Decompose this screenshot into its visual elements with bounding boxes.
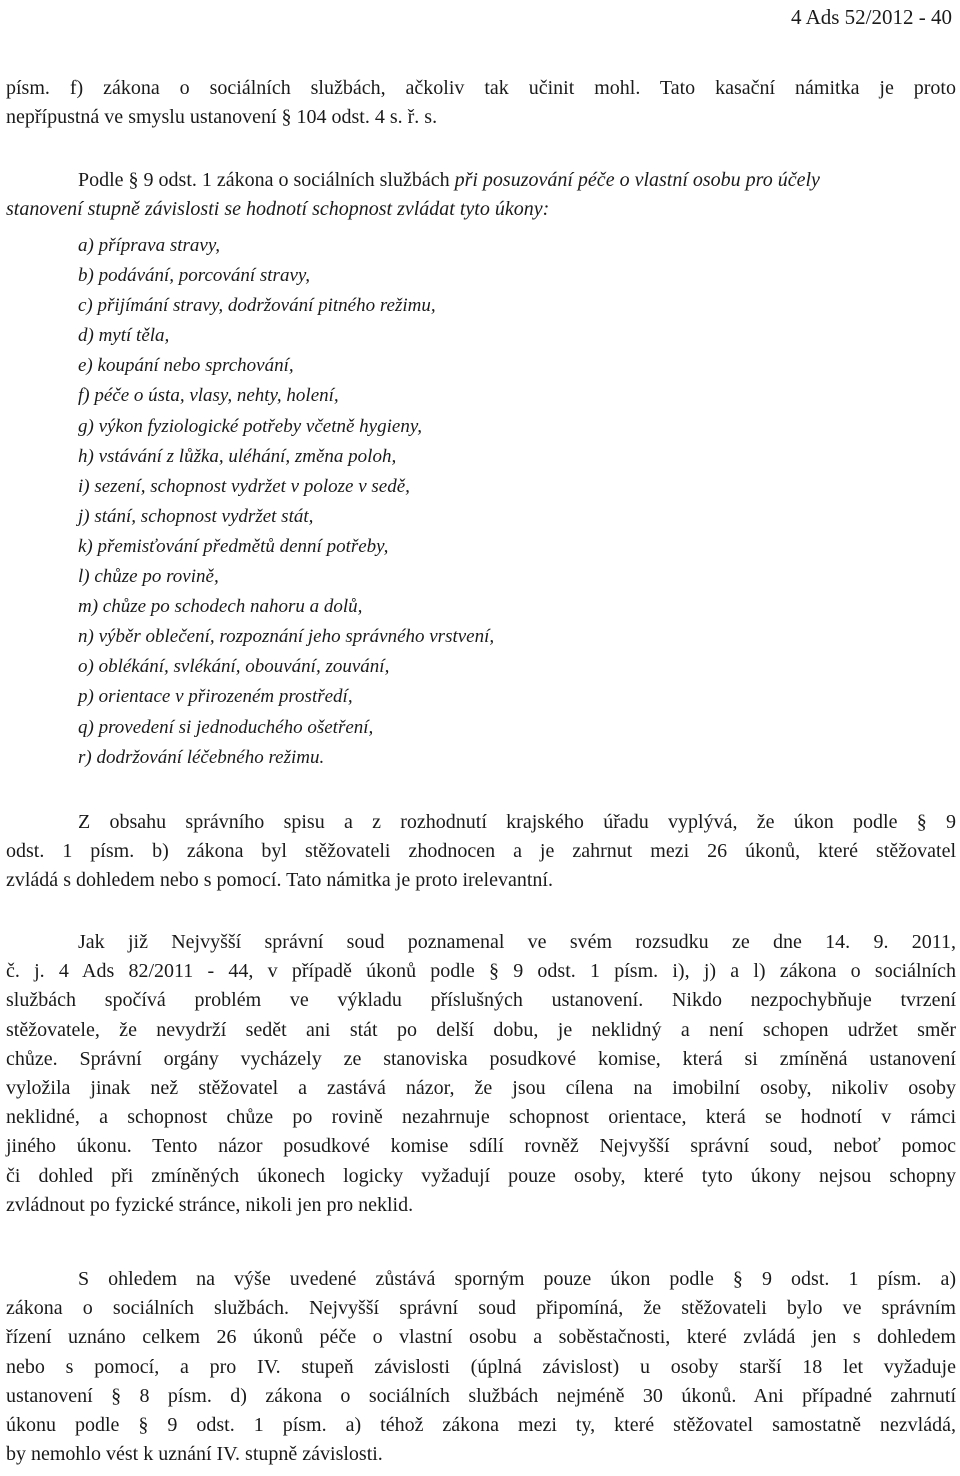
paragraph-1 bbox=[6, 74, 956, 132]
text-line: by nemohlo vést k uznání IV. stupně závislosti. bbox=[6, 1443, 383, 1466]
text-line: vyložila jinak než stěžovatel a zastává názor, že jsou cílena na imobilní osoby, nikoliv osoby bbox=[6, 1076, 956, 1099]
text-line: řízení uznáno celkem 26 úkonů péče o vlastní osobu a soběstačnosti, které zvládá jen s dohledem bbox=[6, 1326, 956, 1349]
list-item: p) orientace v přirozeném prostředí, bbox=[78, 686, 353, 708]
list-item: f) péče o ústa, vlasy, nehty, holení, bbox=[78, 385, 339, 407]
text-line: či dohled při zmíněných úkonech logicky vyžadují pouze osoby, které tyto úkony nejsou schopny bbox=[6, 1164, 956, 1187]
text-line: nebo s pomocí, a pro IV. stupeň závislosti (úplná závislost) u osoby starší 18 let vyžaduje bbox=[6, 1355, 956, 1378]
list-item: b) podávání, porcování stravy, bbox=[78, 265, 311, 287]
text-line: zvládnout po fyzické stránce, nikoli jen pro neklid. bbox=[6, 1193, 414, 1216]
paragraph-2-intro bbox=[6, 166, 956, 224]
list-item: c) přijímání stravy, dodržování pitného režimu, bbox=[78, 295, 436, 317]
text-line bbox=[6, 166, 956, 195]
list-item: m) chůze po schodech nahoru a dolů, bbox=[78, 596, 363, 618]
list-item: j) stání, schopnost vydržet stát, bbox=[78, 505, 314, 527]
text-line: úkonu podle § 9 odst. 1 písm. a) téhož zákona mezi ty, které stěžovatel samostatně nezvládá, bbox=[6, 1413, 956, 1436]
text-line: neklidné, a schopnost chůze po rovině nezahrnuje schopnost orientace, která se hodnotí v rámci bbox=[6, 1106, 956, 1129]
text-line: stanovení stupně závislosti se hodnotí schopnost zvládat tyto úkony: bbox=[6, 198, 550, 221]
text-line: stěžovatele, že nevydrží sedět ani stát po delší dobu, je neklidný a není schopen udržet směr bbox=[6, 1018, 956, 1041]
list-item: h) vstávání z lůžka, uléhání, změna poloh, bbox=[78, 445, 397, 467]
text-line: Jak již Nejvyšší správní soud poznamenal ve svém rozsudku ze dne 14. 9. 2011, bbox=[78, 931, 956, 953]
list-item: l) chůze po rovině, bbox=[78, 566, 219, 588]
text-line: odst. 1 písm. b) zákona byl stěžovateli zhodnocen a je zahrnut mezi 26 úkonů, které stěžovatel bbox=[6, 840, 956, 863]
case-number-header: 4 Ads 52/2012 - 40 bbox=[790, 5, 952, 29]
text-line: č. j. 4 Ads 82/2011 - 44, v případě úkonů podle § 9 odst. 1 písm. i), j) a l) zákona o sociálních bbox=[6, 960, 956, 983]
text-line: jiného úkonu. Tento názor posudkové komise sdílí rovněž Nejvyšší správní soud, neboť pomoc bbox=[6, 1135, 956, 1158]
list-item: d) mytí těla, bbox=[78, 325, 170, 347]
activity-list bbox=[78, 231, 494, 773]
text-line: ustanovení § 8 písm. d) zákona o sociálních službách nejméně 30 úkonů. Ani případné zahrnutí bbox=[6, 1384, 956, 1407]
paragraph-4 bbox=[6, 928, 956, 1220]
paragraph-3 bbox=[6, 808, 956, 896]
list-item: e) koupání nebo sprchování, bbox=[78, 355, 294, 377]
list-item: k) přemisťování předmětů denní potřeby, bbox=[78, 535, 389, 557]
list-item: i) sezení, schopnost vydržet v poloze v sedě, bbox=[78, 475, 410, 497]
paragraph-5 bbox=[6, 1265, 956, 1469]
text-line: službách spočívá problém ve výkladu příslušných ustanovení. Nikdo nezpochybňuje tvrzení bbox=[6, 989, 956, 1012]
text-line: Z obsahu správního spisu a z rozhodnutí krajského úřadu vyplývá, že úkon podle § 9 bbox=[78, 811, 956, 833]
list-item: a) příprava stravy, bbox=[78, 235, 220, 256]
intro-normal-text: Podle § 9 odst. 1 zákona o sociálních službách bbox=[78, 169, 455, 191]
text-line: nepřípustná ve smyslu ustanovení § 104 odst. 4 s. ř. s. bbox=[6, 106, 438, 129]
list-item: n) výběr oblečení, rozpoznání jeho správného vrstvení, bbox=[78, 626, 495, 648]
intro-italic-text: při posuzování péče o vlastní osobu pro účely bbox=[454, 169, 820, 191]
list-item: q) provedení si jednoduchého ošetření, bbox=[78, 716, 374, 738]
text-line: S ohledem na výše uvedené zůstává sporným pouze úkon podle § 9 odst. 1 písm. a) bbox=[78, 1268, 956, 1290]
list-item: g) výkon fyziologické potřeby včetně hygieny, bbox=[78, 415, 422, 437]
text-line: zvládá s dohledem nebo s pomocí. Tato námitka je proto irelevantní. bbox=[6, 869, 553, 892]
text-line: chůze. Správní orgány vycházely ze stanoviska posudkové komise, která si zmíněná ustanovení bbox=[6, 1047, 956, 1070]
list-item: o) oblékání, svlékání, obouvání, zouvání, bbox=[78, 656, 390, 678]
text-line: písm. f) zákona o sociálních službách, ačkoliv tak učinit mohl. Tato kasační námitka je proto bbox=[6, 77, 956, 99]
text-line: zákona o sociálních službách. Nejvyšší správní soud připomíná, že stěžovateli bylo ve správním bbox=[6, 1297, 956, 1320]
list-item: r) dodržování léčebného režimu. bbox=[78, 746, 325, 768]
